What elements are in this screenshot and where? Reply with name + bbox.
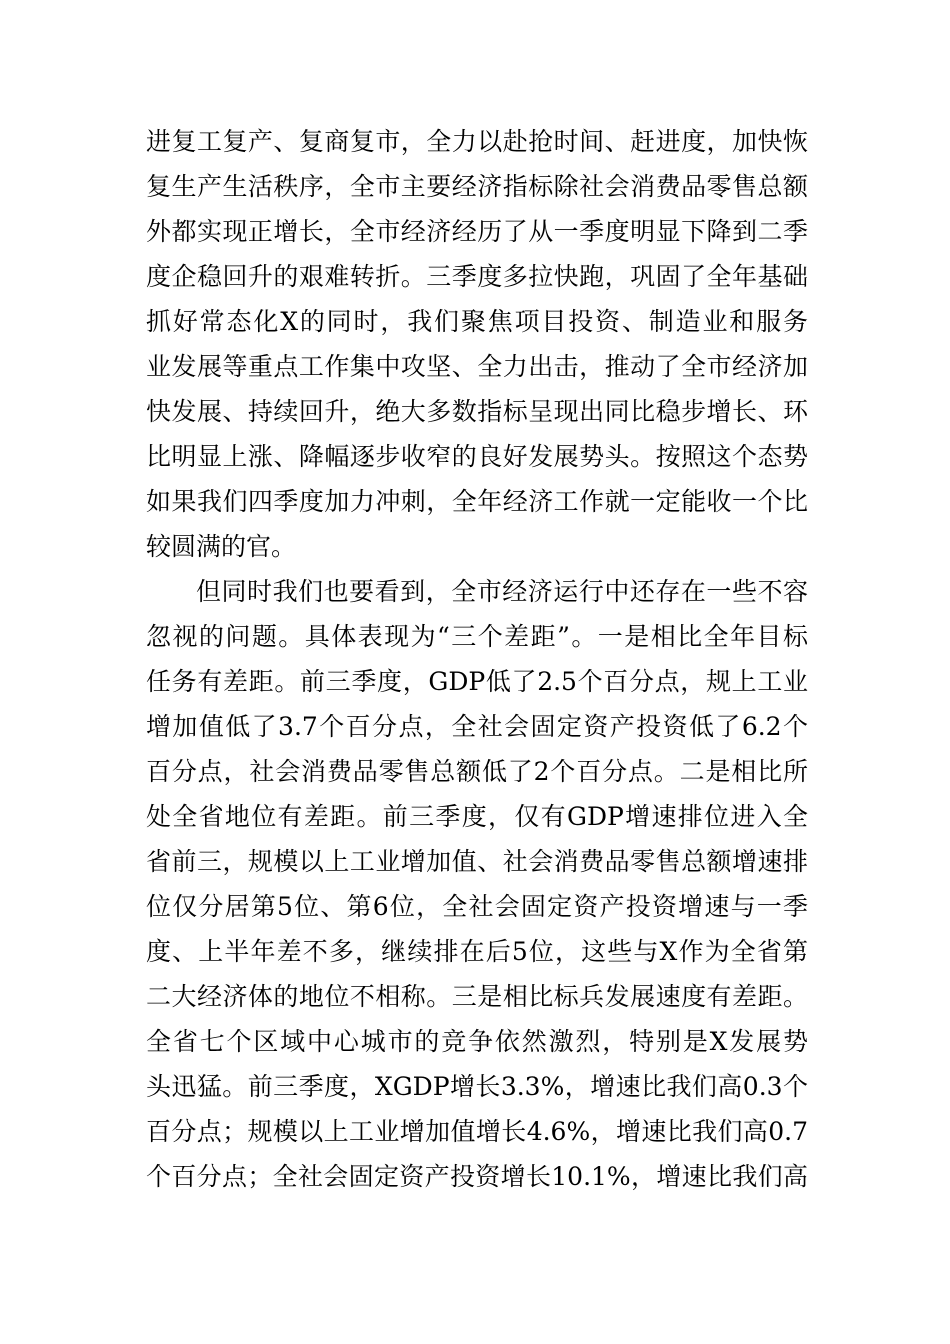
paragraph-2-line-12: 头迅猛。前三季度，XGDP增长3.3%，增速比我们高0.3个 — [146, 1072, 808, 1101]
paragraph-2-line-13: 百分点；规模以上工业增加值增长4.6%，增速比我们高0.7 — [146, 1117, 808, 1146]
paragraph-1-line-9: 如果我们四季度加力冲刺，全年经济工作就一定能收一个比 — [146, 487, 808, 516]
paragraph-1-line-4: 度企稳回升的艰难转折。三季度多拉快跑，巩固了全年基础 — [146, 262, 808, 291]
paragraph-1-line-8: 比明显上涨、降幅逐步收窄的良好发展势头。按照这个态势 — [146, 442, 808, 471]
paragraph-2-line-2: 忽视的问题。具体表现为“三个差距”。一是相比全年目标 — [146, 622, 808, 651]
paragraph-2-line-8: 位仅分居第5位、第6位，全社会固定资产投资增速与一季 — [146, 892, 808, 921]
paragraph-2-line-6: 处全省地位有差距。前三季度，仅有GDP增速排位进入全 — [146, 802, 808, 831]
paragraph-1-line-5: 抓好常态化X的同时，我们聚焦项目投资、制造业和服务 — [146, 307, 808, 336]
paragraph-2-line-3: 任务有差距。前三季度，GDP低了2.5个百分点，规上工业 — [146, 667, 808, 696]
paragraph-2-line-9: 度、上半年差不多，继续排在后5位，这些与X作为全省第 — [146, 937, 808, 966]
paragraph-2-line-14: 个百分点；全社会固定资产投资增长10.1%，增速比我们高 — [146, 1162, 808, 1191]
paragraph-2-line-7: 省前三，规模以上工业增加值、社会消费品零售总额增速排 — [146, 847, 808, 876]
paragraph-1-line-3: 外都实现正增长，全市经济经历了从一季度明显下降到二季 — [146, 217, 808, 246]
paragraph-1-line-2: 复生产生活秩序，全市主要经济指标除社会消费品零售总额 — [146, 172, 808, 201]
paragraph-2-line-5: 百分点，社会消费品零售总额低了2个百分点。二是相比所 — [146, 757, 808, 786]
paragraph-2-line-10: 二大经济体的地位不相称。三是相比标兵发展速度有差距。 — [146, 982, 808, 1011]
paragraph-1-line-6: 业发展等重点工作集中攻坚、全力出击，推动了全市经济加 — [146, 352, 808, 381]
paragraph-2-line-11: 全省七个区域中心城市的竞争依然激烈，特别是X发展势 — [146, 1027, 808, 1056]
paragraph-1-line-7: 快发展、持续回升，绝大多数指标呈现出同比稳步增长、环 — [146, 397, 808, 426]
document-body — [146, 119, 808, 1199]
paragraph-1-line-10: 较圆满的官。 — [146, 532, 297, 561]
paragraph-1-line-1: 进复工复产、复商复市，全力以赴抢时间、赶进度，加快恢 — [146, 127, 808, 156]
paragraph-2-line-4: 增加值低了3.7个百分点，全社会固定资产投资低了6.2个 — [146, 712, 808, 741]
paragraph-2-line-1: 但同时我们也要看到，全市经济运行中还存在一些不容 — [196, 577, 808, 606]
